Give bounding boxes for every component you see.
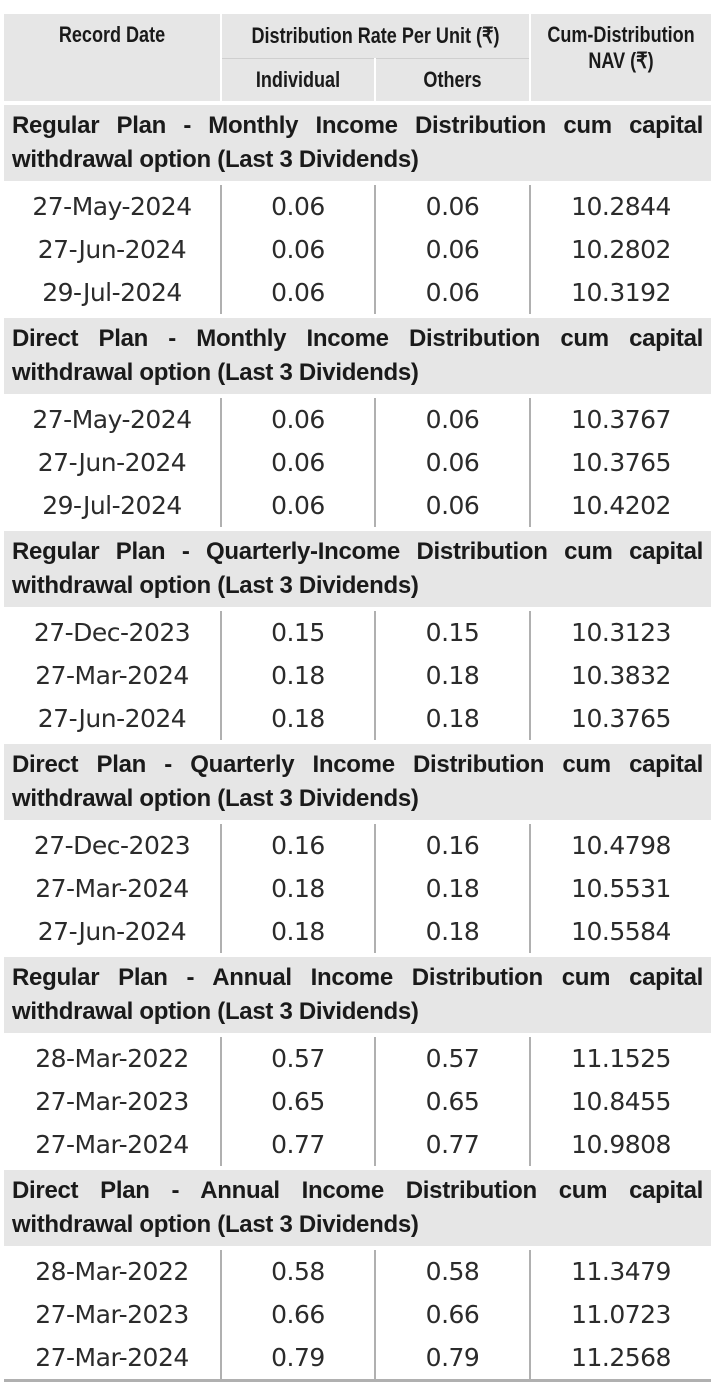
date-cell: 27-Mar-2024 (4, 1123, 221, 1168)
individual-cell: 0.18 (221, 697, 375, 742)
others-cell: 0.77 (375, 1123, 530, 1168)
individual-header: Individual (221, 59, 375, 104)
others-cell: 0.15 (375, 609, 530, 654)
individual-cell: 0.06 (221, 441, 375, 484)
table-header (4, 14, 711, 103)
table-row (4, 441, 711, 484)
section-title: Regular Plan - Monthly Income Distribution cum capital withdrawal option (Last 3 Dividends) (12, 112, 704, 173)
nav-cell: 10.5584 (571, 917, 671, 946)
table-row (4, 1080, 711, 1123)
nav-cell: 10.3767 (571, 405, 671, 434)
others-header: Others (375, 59, 530, 104)
others-cell: 0.57 (375, 1035, 530, 1080)
others-cell: 0.16 (375, 822, 530, 867)
section-title-cell (4, 742, 711, 822)
distribution-rate-header: Distribution Rate Per Unit (₹) (221, 14, 530, 59)
others-cell: 0.65 (375, 1080, 530, 1123)
individual-cell: 0.06 (221, 228, 375, 271)
table-row (4, 609, 711, 654)
others-cell: 0.06 (375, 228, 530, 271)
table-body (4, 103, 711, 1381)
nav-cell: 10.3123 (571, 618, 671, 647)
nav-cell: 10.4798 (571, 831, 671, 860)
section-title: Regular Plan - Quarterly-Income Distribution cum capital withdrawal option (Last 3 Dividends) (12, 538, 704, 599)
section-header (4, 316, 711, 396)
nav-cell: 10.2844 (571, 192, 671, 221)
nav-cell: 10.3832 (571, 661, 671, 690)
individual-cell: 0.15 (221, 609, 375, 654)
record-date-header: Record Date (4, 14, 221, 103)
individual-cell: 0.16 (221, 822, 375, 867)
date-cell: 28-Mar-2022 (4, 1248, 221, 1293)
nav-cell: 10.3192 (571, 278, 671, 307)
table-row (4, 484, 711, 529)
individual-cell: 0.18 (221, 867, 375, 910)
nav-cell: 10.5531 (571, 874, 671, 903)
date-cell: 27-Jun-2024 (4, 441, 221, 484)
table-row (4, 1293, 711, 1336)
section-header (4, 1168, 711, 1248)
individual-cell: 0.57 (221, 1035, 375, 1080)
date-cell: 27-Jun-2024 (4, 228, 221, 271)
individual-cell: 0.18 (221, 910, 375, 955)
nav-cell: 11.2568 (530, 1336, 711, 1381)
section-title: Regular Plan - Annual Income Distribution cum capital withdrawal option (Last 3 Dividends) (12, 964, 704, 1025)
section-header (4, 742, 711, 822)
nav-cell: 10.4202 (571, 491, 671, 520)
nav-cell: 10.9808 (571, 1130, 671, 1159)
others-cell: 0.06 (375, 484, 530, 529)
section-header (4, 529, 711, 609)
date-cell: 28-Mar-2022 (4, 1035, 221, 1080)
date-cell: 27-Mar-2024 (4, 867, 221, 910)
date-cell: 27-May-2024 (4, 396, 221, 441)
nav-cell: 11.1525 (571, 1044, 671, 1073)
date-cell: 27-Mar-2023 (4, 1293, 221, 1336)
table-row (4, 271, 711, 316)
table-row (4, 183, 711, 228)
section-title-cell (4, 529, 711, 609)
table-row (4, 228, 711, 271)
others-cell: 0.79 (375, 1336, 530, 1381)
nav-cell: 11.3479 (571, 1257, 671, 1286)
date-cell: 27-Jun-2024 (4, 697, 221, 742)
date-cell: 29-Jul-2024 (4, 271, 221, 316)
section-title: Direct Plan - Quarterly Income Distribution cum capital withdrawal option (Last 3 Dividends) (12, 751, 704, 812)
section-title-cell (4, 103, 711, 183)
individual-cell: 0.06 (221, 484, 375, 529)
date-cell: 27-Mar-2024 (4, 654, 221, 697)
others-cell: 0.18 (375, 867, 530, 910)
individual-cell: 0.06 (221, 396, 375, 441)
distribution-table-wrapper (4, 14, 711, 1382)
date-cell: 27-Jun-2024 (4, 910, 221, 955)
nav-cell: 10.3765 (571, 448, 671, 477)
others-cell: 0.06 (375, 396, 530, 441)
others-cell: 0.06 (375, 183, 530, 228)
individual-cell: 0.58 (221, 1248, 375, 1293)
others-cell: 0.18 (375, 697, 530, 742)
section-title-cell (4, 955, 711, 1035)
section-title: Direct Plan - Annual Income Distribution cum capital withdrawal option (Last 3 Dividends) (12, 1177, 704, 1238)
table-row (4, 867, 711, 910)
individual-cell: 0.06 (221, 271, 375, 316)
table-row (4, 1248, 711, 1293)
others-cell: 0.18 (375, 654, 530, 697)
date-cell: 29-Jul-2024 (4, 484, 221, 529)
date-cell: 27-Dec-2023 (4, 609, 221, 654)
table-row (4, 654, 711, 697)
date-cell: 27-May-2024 (4, 183, 221, 228)
others-cell: 0.18 (375, 910, 530, 955)
individual-cell: 0.65 (221, 1080, 375, 1123)
others-cell: 0.66 (375, 1293, 530, 1336)
table-row (4, 1336, 711, 1381)
date-cell: 27-Mar-2024 (4, 1336, 221, 1381)
date-cell: 27-Dec-2023 (4, 822, 221, 867)
cum-distribution-nav-header: Cum-Distribution NAV (₹) (530, 14, 711, 103)
individual-cell: 0.06 (221, 183, 375, 228)
individual-cell: 0.66 (221, 1293, 375, 1336)
nav-cell: 11.0723 (571, 1300, 671, 1329)
nav-cell: 10.8455 (571, 1087, 671, 1116)
table-row (4, 396, 711, 441)
section-title: Direct Plan - Monthly Income Distribution cum capital withdrawal option (Last 3 Dividends) (12, 325, 704, 386)
section-title-cell (4, 1168, 711, 1248)
section-header (4, 955, 711, 1035)
table-row (4, 910, 711, 955)
nav-cell: 10.2802 (571, 235, 671, 264)
individual-cell: 0.77 (221, 1123, 375, 1168)
table-row (4, 822, 711, 867)
section-title-cell (4, 316, 711, 396)
others-cell: 0.06 (375, 271, 530, 316)
individual-cell: 0.79 (221, 1336, 375, 1381)
table-row (4, 1123, 711, 1168)
others-cell: 0.58 (375, 1248, 530, 1293)
table-row (4, 697, 711, 742)
section-header (4, 103, 711, 183)
table-row (4, 1035, 711, 1080)
nav-cell: 10.3765 (571, 704, 671, 733)
others-cell: 0.06 (375, 441, 530, 484)
distribution-table (4, 14, 711, 1382)
individual-cell: 0.18 (221, 654, 375, 697)
date-cell: 27-Mar-2023 (4, 1080, 221, 1123)
